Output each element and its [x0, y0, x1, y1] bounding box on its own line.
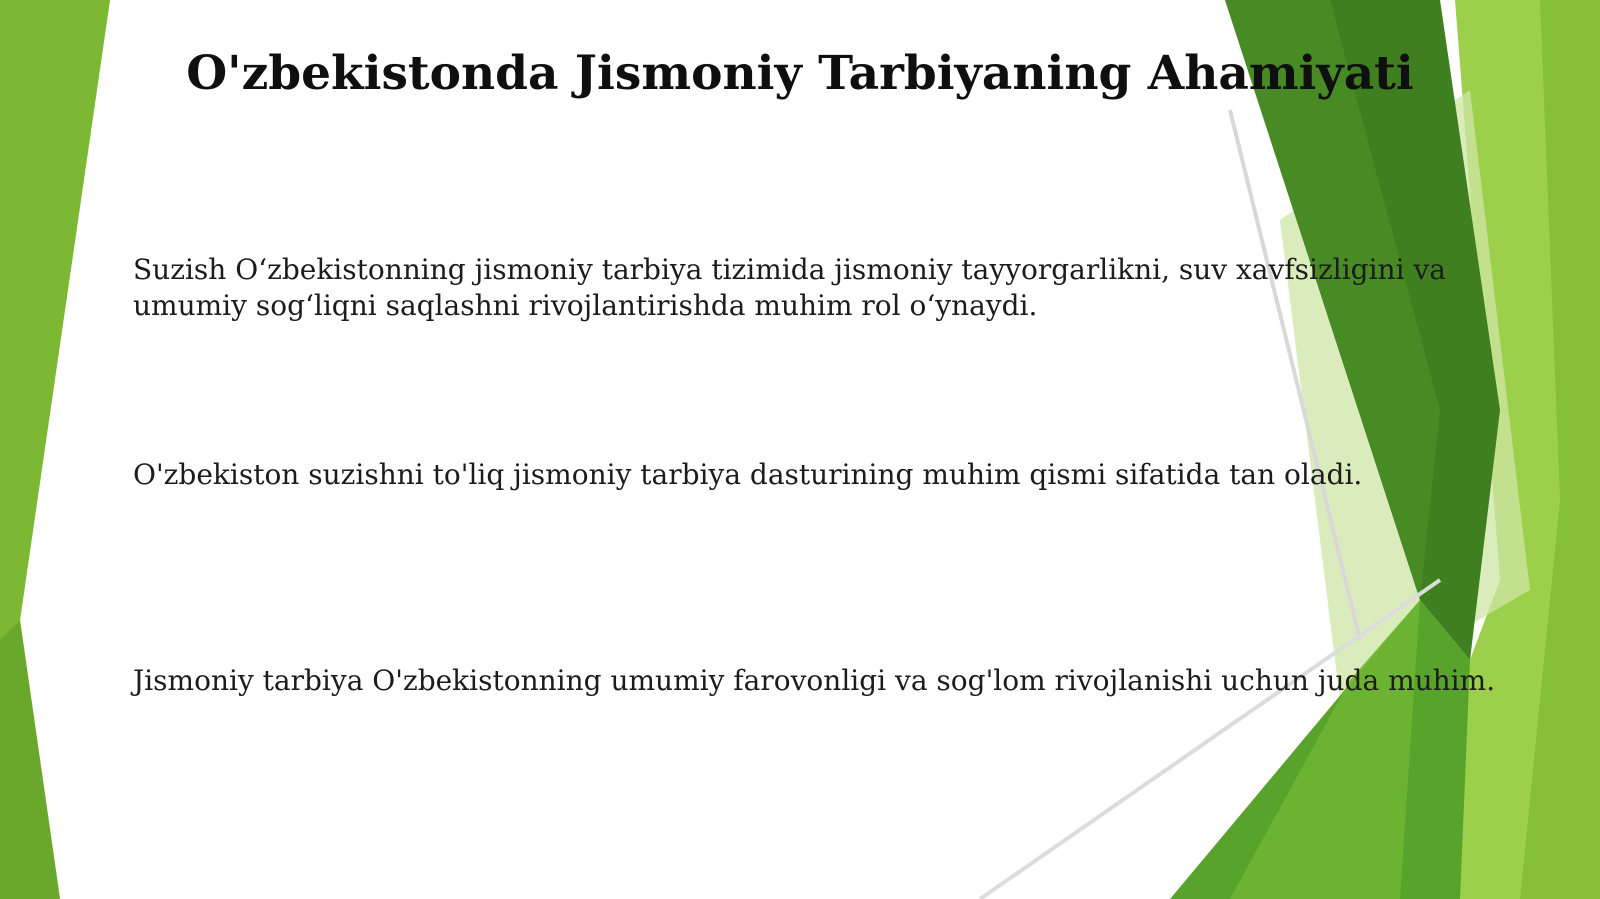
paragraph-program-recognition	[133, 457, 1362, 493]
paragraph-line: Jismoniy tarbiya O'zbekistonning umumiy farovonligi va sog'lom rivojlanishi uchun juda muhim.	[133, 664, 1496, 697]
slide-title: O'zbekistonda Jismoniy Tarbiyaning Ahamiyati	[186, 46, 1414, 101]
paragraph-line: Suzish O‘zbekistonning jismoniy tarbiya tizimida jismoniy tayyorgarlikni, suv xavfsizligini va	[133, 253, 1446, 286]
right-facet-mid-light	[1230, 600, 1420, 899]
paragraph-wellbeing	[133, 663, 1495, 699]
paragraph-line: umumiy sog‘liqni saqlashni rivojlantirishda muhim rol o‘ynaydi.	[133, 289, 1038, 322]
paragraph-line: O'zbekiston suzishni to'liq jismoniy tarbiya dasturining muhim qismi sifatida tan oladi.	[133, 458, 1363, 491]
paragraph-swimming-role	[133, 252, 1446, 324]
left-facet-lower	[0, 620, 60, 899]
